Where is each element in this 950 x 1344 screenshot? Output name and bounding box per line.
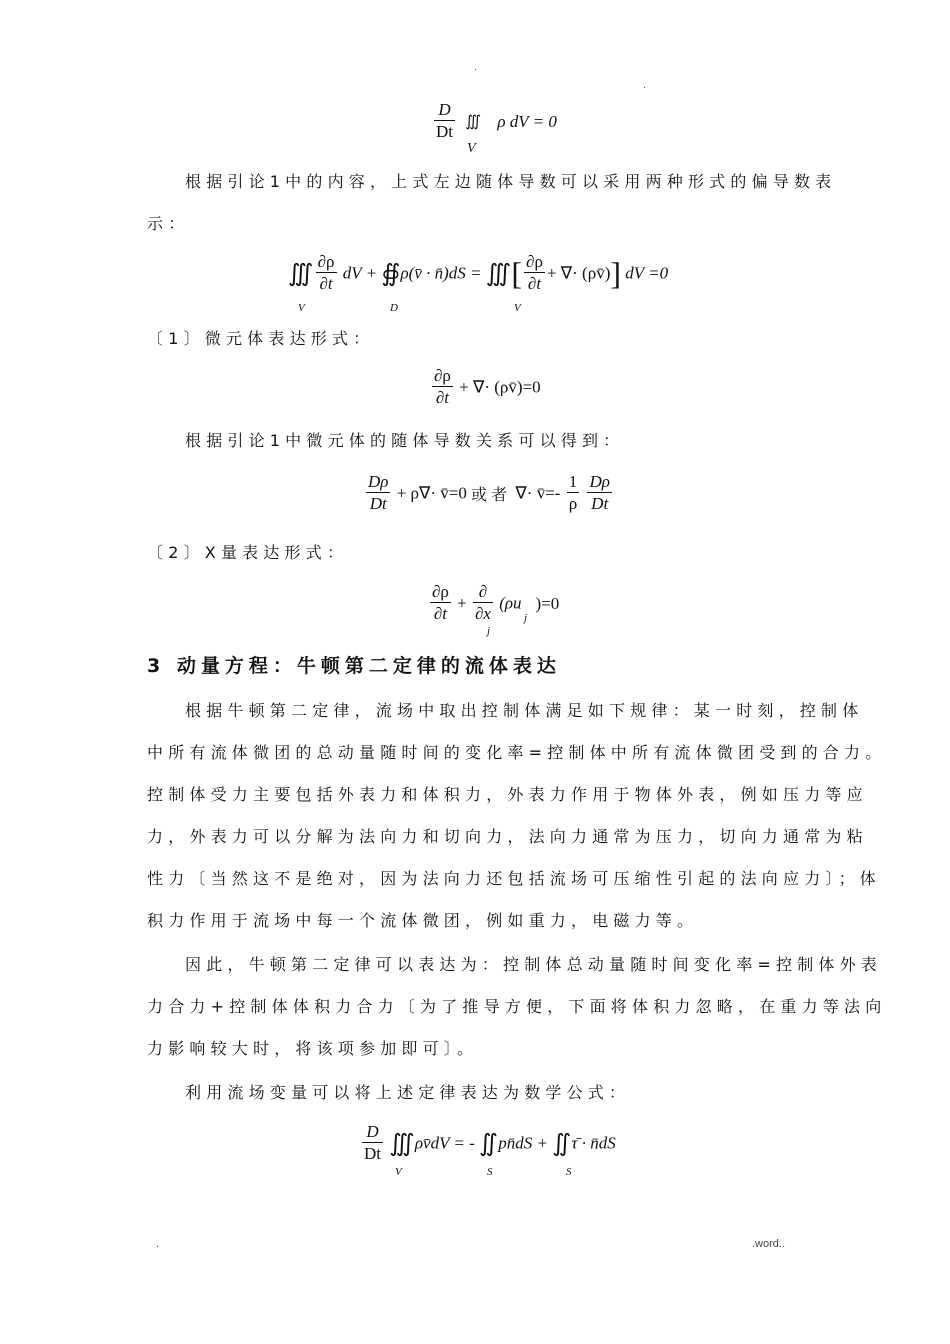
fraction: $\frac{D}{Dt}$ [436,100,453,141]
header-dot: . [643,80,647,91]
paragraph-line: 根据牛顿第二定律，流场中取出控制体满足如下规律：某一时刻，控制体 [185,701,864,720]
item-label: 〔1〕微元体表达形式： [147,329,375,348]
double-integral-symbol: ∬ [552,1131,568,1157]
fraction: $\frac{1}{\rho}$ [568,472,578,513]
equation-differential-form: $\frac{\partial\rho}{\partial t}$ + ∇· (ρv̄)=0 [434,366,541,407]
header-dot: . [474,62,478,73]
equation-tensor-form: $\frac{\partial\rho}{\partial t}$ + $\frac{\partial}{\partial x}$ (ρu )=0 [432,582,560,623]
subscript-s: S [566,1166,572,1178]
paragraph-line: 中所有流体微团的总动量随时间的变化率=控制体中所有流体微团受到的合力。 [147,743,887,762]
paragraph-line: 根据引论1中的内容，上式左边随体导数可以采用两种形式的偏导数表 [185,172,837,191]
subscript-v: V [395,1166,402,1178]
subscript-v: V [298,302,305,314]
paragraph-line: 性力〔当然这不是绝对，因为法向力还包括流场可压缩性引起的法向应力〕；体 [147,869,882,888]
subscript-v: V [514,302,521,314]
paragraph-line: 力，外表力可以分解为法向力和切向力，法向力通常为压力，切向力通常为粘 [147,827,868,846]
paragraph-line: 控制体受力主要包括外表力和体积力，外表力作用于物体外表，例如压力等应 [147,785,868,804]
fraction: $\frac{D\rho}{Dt}$ [368,472,389,513]
paragraph-line: 因此，牛顿第二定律可以表达为：控制体总动量随时间变化率=控制体外表 [185,955,883,974]
equation-momentum-integral: $\frac{D}{Dt}$ ∭ ρv̄dV = - ∬ pn̄dS + ∬ τ̄ · n̄dS [364,1122,616,1163]
closed-surface-integral-symbol: ∯ [381,261,397,287]
subscript-v: V [467,141,476,156]
item-label: 〔2〕X量表达形式： [147,543,349,562]
double-integral-symbol: ∬ [479,1131,494,1157]
triple-integral-symbol: ∭ [288,261,310,287]
fraction: $\frac{D}{Dt}$ [364,1122,381,1163]
fraction: $\frac{\partial\rho}{\partial t}$ [432,582,449,623]
subscript-j: j [524,612,528,624]
paragraph-line: 力合力+控制体体积力合力〔为了推导方便，下面将体积力忽略，在重力等法向 [147,997,887,1016]
equation-body: ρ dV = 0 [497,111,557,131]
fraction: $\frac{\partial\rho}{\partial t}$ [434,366,451,407]
triple-integral-symbol: ∭ [485,261,508,287]
paragraph-line: 积力作用于流场中每一个流体微团，例如重力，电磁力等。 [147,911,699,930]
footer-dot: . [156,1238,160,1250]
fraction: $\frac{\partial\rho}{\partial t}$ [526,252,543,293]
fraction: $\frac{\partial}{\partial x}$ [474,582,491,623]
subscript-s: S [487,1166,493,1178]
paragraph-line: 利用流场变量可以将上述定律表达为数学公式： [185,1083,631,1102]
footer-watermark: .word.. [752,1238,786,1250]
triple-integral-symbol: ∭ [389,1131,411,1157]
paragraph-line: 根据引论1中微元体的随体导数关系可以得到： [185,431,625,450]
fraction: $\frac{D\rho}{Dt}$ [589,472,610,513]
triple-integral-symbol: ∭ [465,114,482,130]
fraction: $\frac{\partial\rho}{\partial t}$ [317,252,335,293]
equation-continuity-expanded: ∭ $\frac{\partial\rho}{\partial t}$ dV + ∯ ρ(v̄ · n̄)dS = ∭ [ $\frac{\partial\rho}{\partial t}$ + ∇· (ρv̄)] dV =0 [288,252,669,293]
subscript-j: j [487,625,491,637]
subscript-d: D [390,302,398,314]
equation-continuity-integral [432,100,557,143]
section-heading: 3 动量方程：牛顿第二定律的流体表达 [147,655,561,677]
paragraph-line: 力影响较大时，将该项参加即可〕。 [147,1039,479,1058]
equation-material-derivative: $\frac{D\rho}{Dt}$ + ρ∇· v̄=0 或者 ∇· v̄=- $\frac{1}{\rho}$ $\frac{D\rho}{Dt}$ [368,472,610,513]
paragraph-line: 示： [147,214,190,233]
